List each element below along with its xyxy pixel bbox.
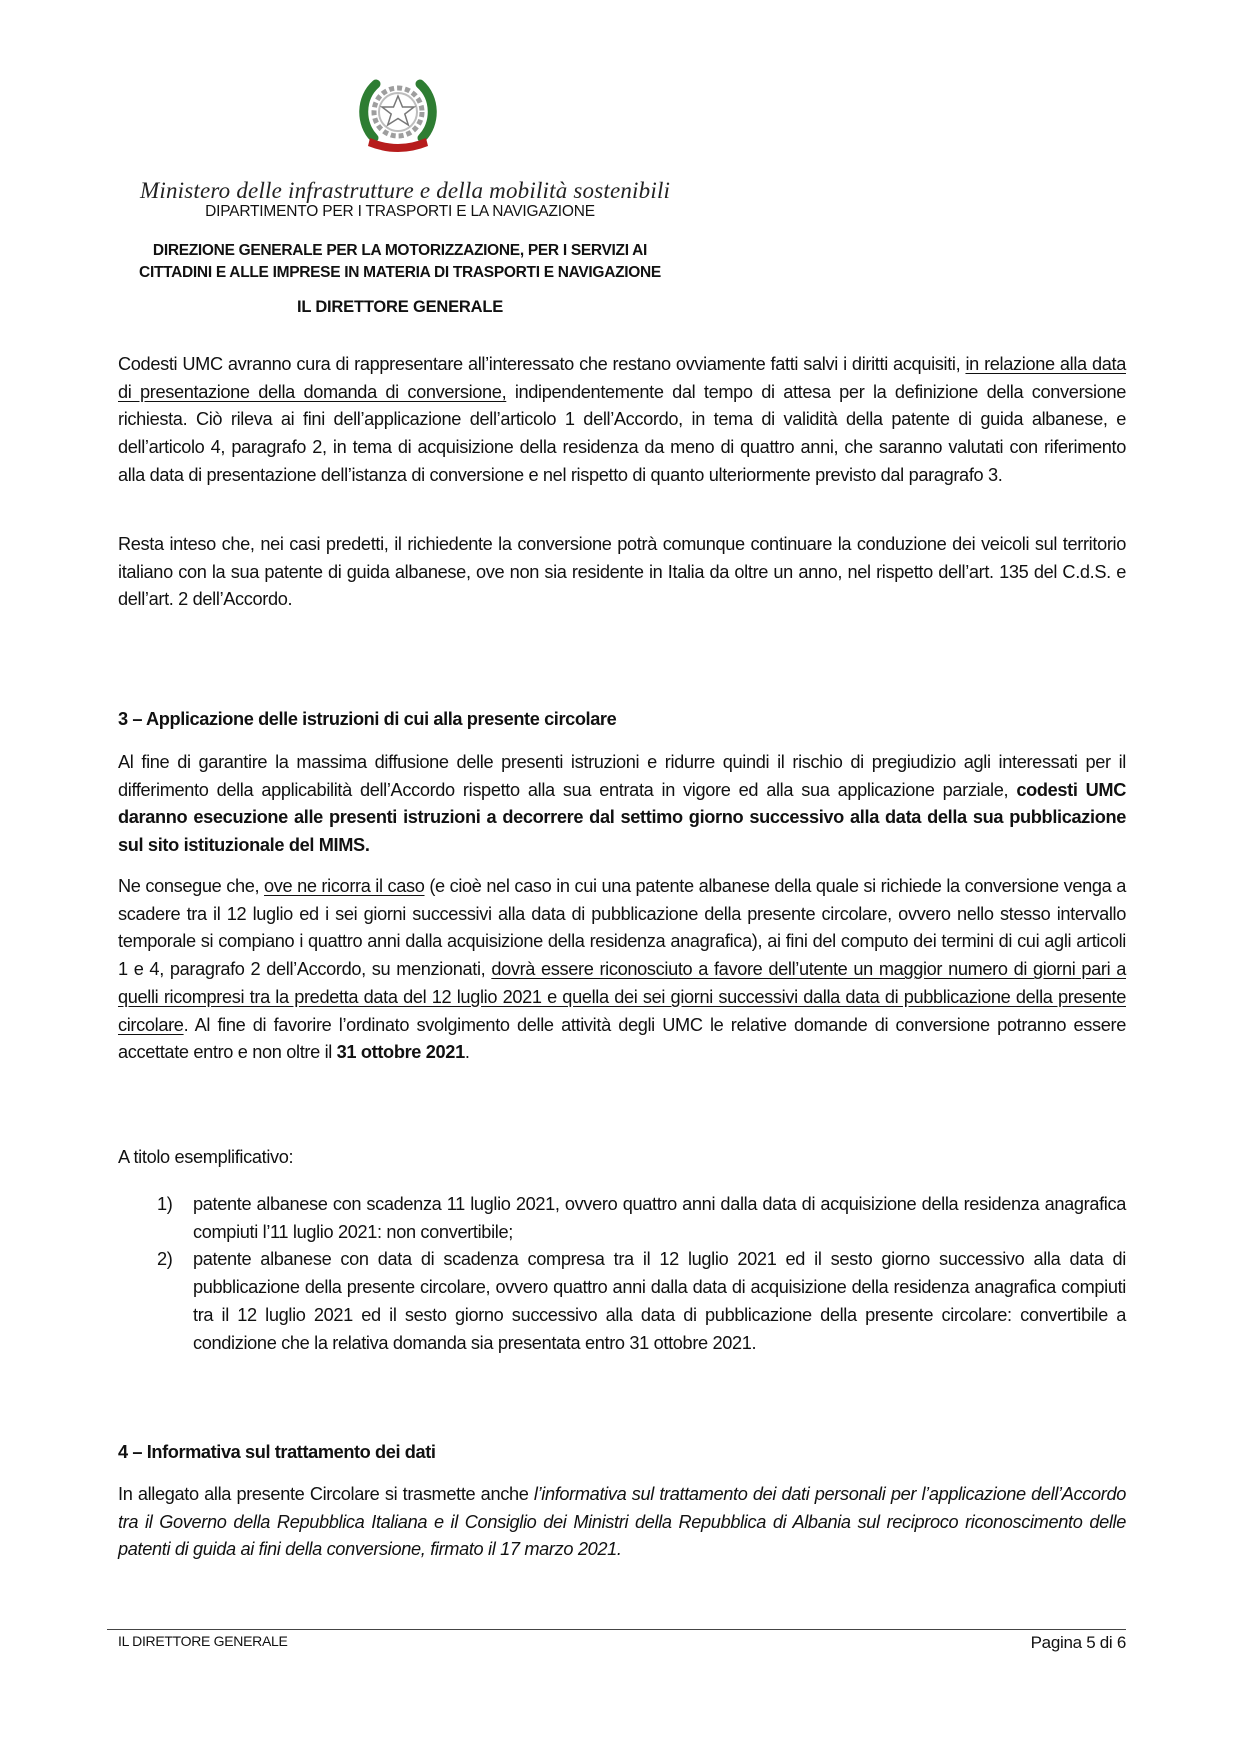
list-item — [118, 1191, 1126, 1246]
section-4-heading: 4 – Informativa sul trattamento dei dati — [118, 1442, 436, 1462]
footer-signature: IL DIRETTORE GENERALE — [118, 1633, 288, 1649]
list-item-number: 1) — [157, 1194, 173, 1214]
text-run: (e cioè nel caso in cui una patente albanese della quale si richiede la conversione venga a scadere tra il 12 luglio ed i sei giorni successivi alla data di pubblicazione della presente circolare, ovvero nello stesso intervallo temporale si compiano i quattro anni dalla acquisizione della residenza anagrafica), ai fini del computo dei termini di cui agli articoli 1 e 4, paragrafo 2 dell’Accordo, su menzionati, — [118, 876, 1126, 980]
ministry-name: Ministero delle infrastrutture e della mobilità sostenibili — [140, 178, 671, 203]
section-3-paragraph-2 — [118, 873, 1126, 1067]
footer-divider — [107, 1629, 1126, 1630]
underlined-text: ove ne ricorra il caso — [264, 876, 425, 896]
list-item-number: 2) — [157, 1249, 173, 1270]
examples-list — [118, 1191, 1126, 1357]
page-number: Pagina 5 di 6 — [1030, 1633, 1126, 1652]
italic-text: l’informativa sul trattamento dei dati personali per l’applicazione dell’Accordo tra il Governo della Repubblica Italiana e il Consiglio dei Ministri della Repubblica di Albania sul reciproco riconoscimento delle patenti di guida ai fini della conversione, firmato il 17 marzo 2021. — [118, 1484, 1126, 1560]
list-item-text: patente albanese con scadenza 11 luglio 2021, ovvero quattro anni dalla data di acquisizione della residenza anagrafica compiuti l’11 luglio 2021: non convertibile; — [193, 1194, 1126, 1242]
bold-text: codesti UMC daranno esecuzione alle presenti istruzioni a decorrere dal settimo giorno successivo alla data della sua pubblicazione sul sito istituzionale del MIMS. — [118, 779, 1127, 856]
section-4-paragraph — [118, 1481, 1126, 1564]
list-item-text: patente albanese con data di scadenza compresa tra il 12 luglio 2021 ed il sesto giorno successivo alla data di pubblicazione della presente circolare, ovvero quattro anni dalla data di acquisizione della residenza anagrafica compiuti tra il 12 luglio 2021 ed il sesto giorno successivo alla data di pubblicazione della presente circolare: convertibile a condizione che la relativa domanda sia presentata entro 31 ottobre 2021. — [193, 1249, 1126, 1353]
deadline-date: 31 ottobre 2021 — [336, 1042, 465, 1063]
underlined-text: in relazione alla data di presentazione della domanda di conversione, — [118, 354, 1126, 402]
text-run: In allegato alla presente Circolare si trasmette anche — [118, 1484, 534, 1504]
section-3-paragraph-1 — [118, 749, 1126, 860]
department-name: DIPARTIMENTO PER I TRASPORTI E LA NAVIGAZIONE — [205, 203, 595, 220]
paragraph-acquired-rights — [118, 351, 1126, 490]
text-run: Codesti UMC avranno cura di rappresentare all’interessato che restano ovviamente fatti salvi i diritti acquisiti, — [118, 354, 966, 374]
text-run: . — [464, 1042, 470, 1063]
list-item — [118, 1246, 1126, 1357]
director-title: IL DIRETTORE GENERALE — [296, 298, 504, 316]
italian-republic-emblem-icon — [356, 72, 440, 156]
examples-intro: A titolo esemplificativo: — [118, 1147, 294, 1167]
paragraph-continued-driving: Resta inteso che, nei casi predetti, il richiedente la conversione potrà comunque continuare la conduzione dei veicoli sul territorio italiano con la sua patente di guida albanese, ove non sia residente in Italia da oltre un anno, nel rispetto dell’art. 135 del C.d.S. e dell’art. 2 dell’Accordo. — [118, 534, 1126, 610]
section-3-heading: 3 – Applicazione delle istruzioni di cui alla presente circolare — [118, 709, 617, 729]
directorate-line-1: DIREZIONE GENERALE PER LA MOTORIZZAZIONE, PER I SERVIZI AI — [152, 242, 648, 259]
text-run: . Al fine di favorire l’ordinato svolgimento delle attività degli UMC le relative domande di conversione potranno essere accettate entro e non oltre il — [118, 1014, 1126, 1063]
directorate-line-2: CITTADINI E ALLE IMPRESE IN MATERIA DI TRASPORTI E NAVIGAZIONE — [139, 264, 661, 281]
text-run: indipendentemente dal tempo di attesa per la definizione della conversione richiesta. Ciò rileva ai fini dell’applicazione dell’articolo 1 dell’Accordo, in tema di validità della patente di guida albanese, e dell’articolo 4, paragrafo 2, in tema di acquisizione della residenza da meno di quattro anni, che saranno valutati con riferimento alla data di presentazione dell’istanza di conversione e nel rispetto di quanto ulteriormente previsto dal paragrafo 3. — [118, 381, 1126, 485]
directorate-name — [100, 240, 700, 284]
underlined-text: dovrà essere riconosciuto a favore dell’utente un maggior numero di giorni pari a quelli ricompresi tra la predetta data del 12 luglio 2021 e quella dei sei giorni successivi dalla data di pubblicazione della presente circolare — [118, 959, 1126, 1035]
text-run: Al fine di garantire la massima diffusione delle presenti istruzioni e ridurre quindi il rischio di pregiudizio agli interessati per il differimento della applicabilità dell’Accordo rispetto alla sua entrata in vigore ed alla sua applicazione parziale, — [118, 752, 1126, 800]
text-run: Ne consegue che, — [118, 876, 265, 896]
